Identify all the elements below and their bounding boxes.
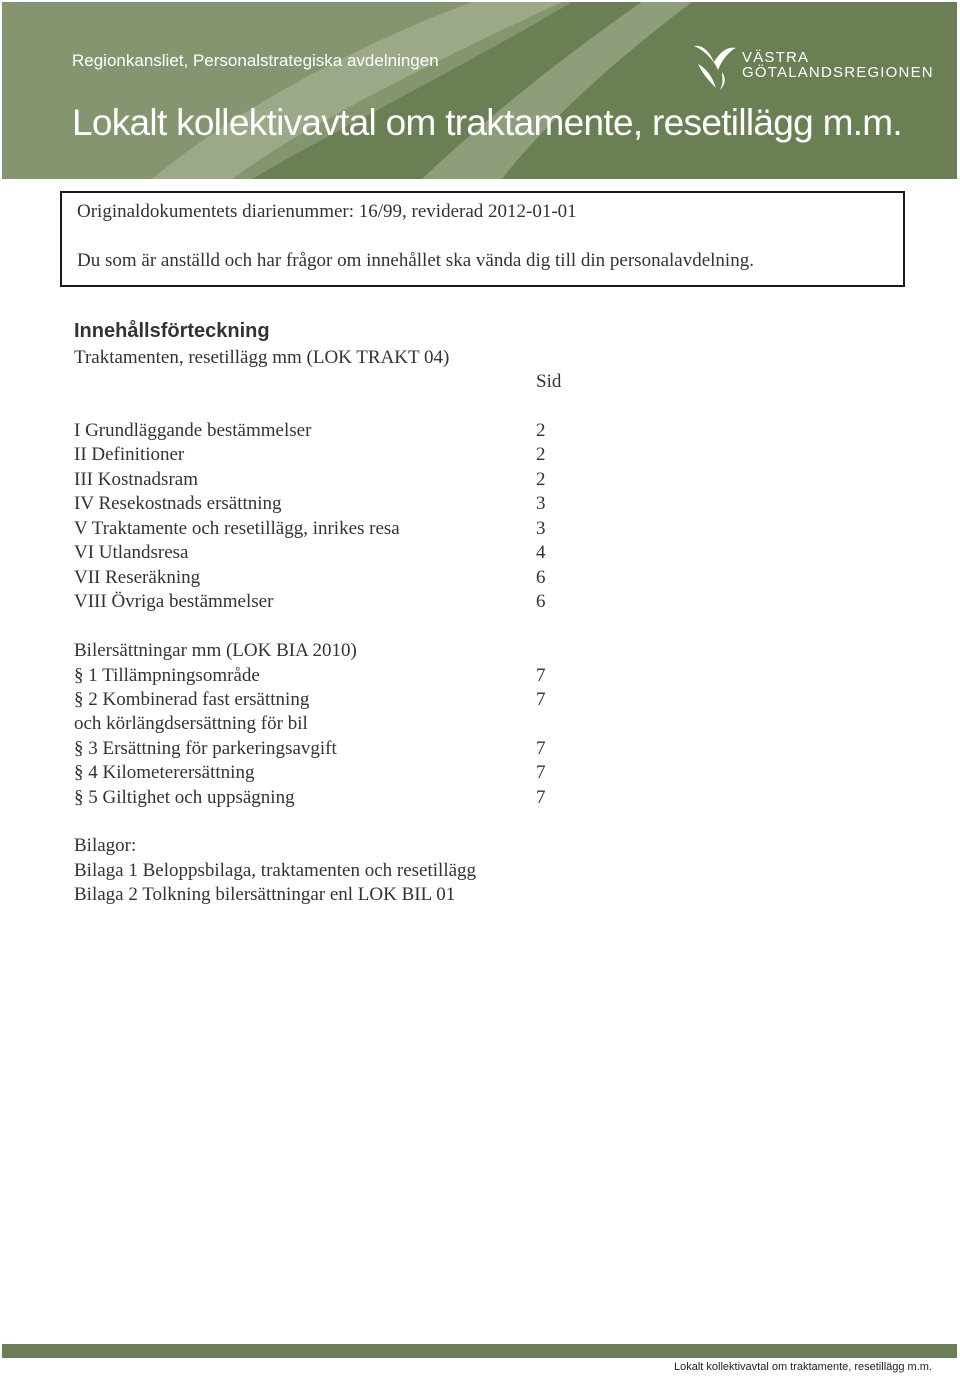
- logo-line-1: VÄSTRA: [742, 49, 810, 66]
- toc-entry: VIII Övriga bestämmelser: [74, 591, 274, 612]
- appendix-heading: Bilagor:: [74, 835, 137, 856]
- toc-entry: § 3 Ersättning för parkeringsavgift: [74, 738, 337, 759]
- toc-entry: V Traktamente och resetillägg, inrikes resa: [74, 518, 400, 539]
- header-banner: [2, 2, 957, 179]
- toc-page-number: 2: [536, 444, 546, 465]
- toc-heading: Innehållsförteckning: [74, 320, 270, 342]
- footer-bar: [2, 1344, 957, 1358]
- document-info-box: [60, 191, 905, 287]
- toc-entry: IV Resekostnads ersättning: [74, 493, 282, 514]
- region-swoosh-icon: [692, 42, 738, 94]
- toc-entry: II Definitioner: [74, 444, 185, 465]
- toc-entry: § 5 Giltighet och uppsägning: [74, 787, 295, 808]
- toc-page-number: 7: [536, 738, 546, 759]
- toc-subtitle: Traktamenten, resetillägg mm (LOK TRAKT 04): [74, 347, 450, 368]
- toc-page-number: 7: [536, 787, 546, 808]
- toc-page-number: 2: [536, 420, 546, 441]
- bil-heading: Bilersättningar mm (LOK BIA 2010): [74, 640, 357, 661]
- toc-page-number: 4: [536, 542, 546, 563]
- toc-page-number: 3: [536, 518, 546, 539]
- toc-page-number: 6: [536, 567, 546, 588]
- toc-page-number: 7: [536, 665, 546, 686]
- document-title: Lokalt kollektivavtal om traktamente, resetillägg m.m.: [72, 102, 902, 143]
- toc-page-number: 7: [536, 762, 546, 783]
- page-column-label: Sid: [536, 371, 562, 392]
- toc-page-number: 2: [536, 469, 546, 490]
- region-logo: [692, 42, 932, 94]
- appendix-item: Bilaga 1 Beloppsbilaga, traktamenten och resetillägg: [74, 860, 477, 881]
- logo-wordmark: [742, 50, 934, 80]
- toc-entry: § 4 Kilometerersättning: [74, 762, 255, 783]
- toc-page-number: 3: [536, 493, 546, 514]
- logo-line-2: GÖTALANDSREGIONEN: [742, 64, 934, 81]
- toc-entry: och körlängdsersättning för bil: [74, 713, 308, 734]
- diary-number: Originaldokumentets diarienummer: 16/99, reviderad 2012-01-01: [77, 201, 577, 222]
- toc-page-number: 7: [536, 689, 546, 710]
- toc-page-number: 6: [536, 591, 546, 612]
- appendix-item: Bilaga 2 Tolkning bilersättningar enl LOK BIL 01: [74, 884, 456, 905]
- organization-name: Regionkansliet, Personalstrategiska avdelningen: [72, 51, 439, 70]
- toc-entry: III Kostnadsram: [74, 469, 198, 490]
- toc-entry: I Grundläggande bestämmelser: [74, 420, 312, 441]
- toc-entry: VII Reseräkning: [74, 567, 201, 588]
- contact-note: Du som är anställd och har frågor om innehållet ska vända dig till din personalavdelning.: [77, 250, 754, 271]
- toc-entry: VI Utlandsresa: [74, 542, 189, 563]
- toc-entry: § 1 Tillämpningsområde: [74, 665, 260, 686]
- toc-entry: § 2 Kombinerad fast ersättning: [74, 689, 310, 710]
- footer-text: Lokalt kollektivavtal om traktamente, resetillägg m.m.: [674, 1361, 932, 1373]
